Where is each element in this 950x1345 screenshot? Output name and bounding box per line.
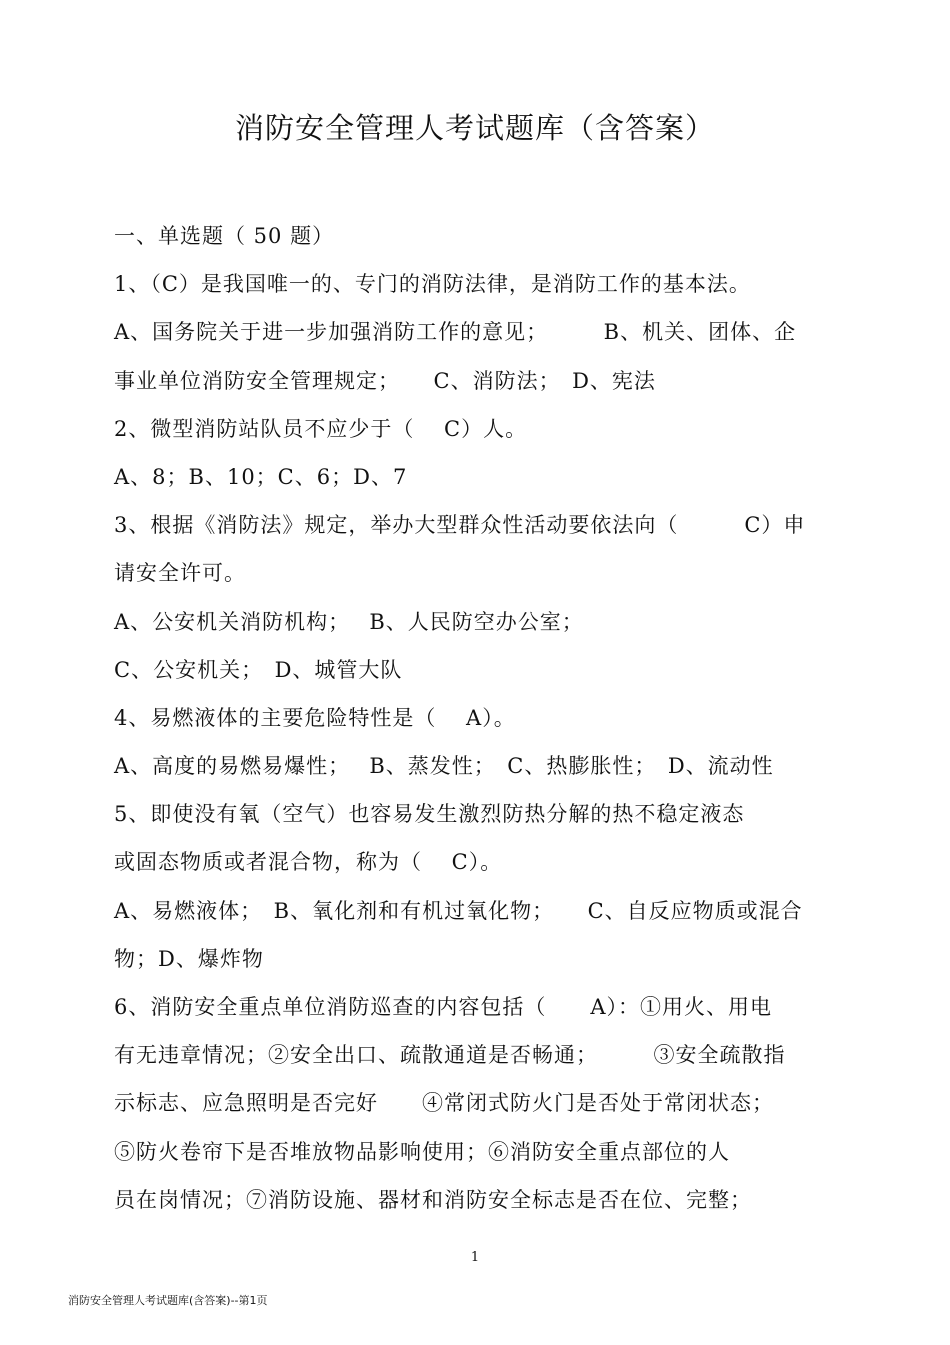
- question-5-line-2: 或固态物质或者混合物，称为（ C）。: [114, 850, 503, 875]
- question-1-options-line-1: A、国务院关于进一步加强消防工作的意见； B、机关、团体、企: [114, 320, 797, 345]
- page-number: 1: [470, 1250, 480, 1265]
- document-body: [114, 212, 854, 1224]
- question-2: 2、微型消防站队员不应少于（ C）人。: [114, 416, 528, 441]
- question-6-line-5: 员在岗情况；⑦消防设施、器材和消防安全标志是否在位、完整；: [114, 1187, 752, 1212]
- section-heading: 一、单选题（ 50 题）: [114, 224, 335, 248]
- page-footer: 消防安全管理人考试题库(含答案)--第1页: [68, 1294, 268, 1307]
- question-1: 1、（C）是我国唯一的、专门的消防法律，是消防工作的基本法。: [114, 272, 751, 297]
- question-1-options-line-2: 事业单位消防安全管理规定； C、消防法； D、宪法: [114, 368, 656, 393]
- question-3-options-line-2: C、公安机关； D、城管大队: [114, 657, 403, 682]
- question-5-options-line-1: A、易燃液体； B、氧化剂和有机过氧化物； C、自反应物质或混合: [114, 898, 803, 923]
- question-5-line-1: 5、即使没有氧（空气）也容易发生激烈防热分解的热不稳定液态: [114, 802, 745, 827]
- question-3-line-1: 3、根据《消防法》规定，举办大型群众性活动要依法向（ C）申: [114, 513, 806, 538]
- page-title: 消防安全管理人考试题库（含答案）: [234, 111, 715, 145]
- question-4: 4、易燃液体的主要危险特性是（ A）。: [114, 705, 516, 730]
- question-3-options-line-1: A、公安机关消防机构； B、人民防空办公室；: [114, 609, 584, 634]
- question-5-options-line-2: 物；D、爆炸物: [114, 946, 264, 971]
- question-6-line-1: 6、消防安全重点单位消防巡查的内容包括（ A）：①用火、用电: [114, 995, 773, 1019]
- question-6-line-2: 有无违章情况；②安全出口、疏散通道是否畅通； ③安全疏散指: [114, 1043, 786, 1068]
- question-6-line-3: 示标志、应急照明是否完好 ④常闭式防火门是否处于常闭状态；: [114, 1091, 774, 1116]
- question-6-line-4: ⑤防火卷帘下是否堆放物品影响使用；⑥消防安全重点部位的人: [114, 1139, 730, 1164]
- question-2-options: A、8；B、10；C、6；D、7: [114, 464, 408, 489]
- question-4-options: A、高度的易燃易爆性； B、蒸发性； C、热膨胀性； D、流动性: [114, 754, 774, 779]
- question-3-line-2: 请安全许可。: [114, 561, 246, 586]
